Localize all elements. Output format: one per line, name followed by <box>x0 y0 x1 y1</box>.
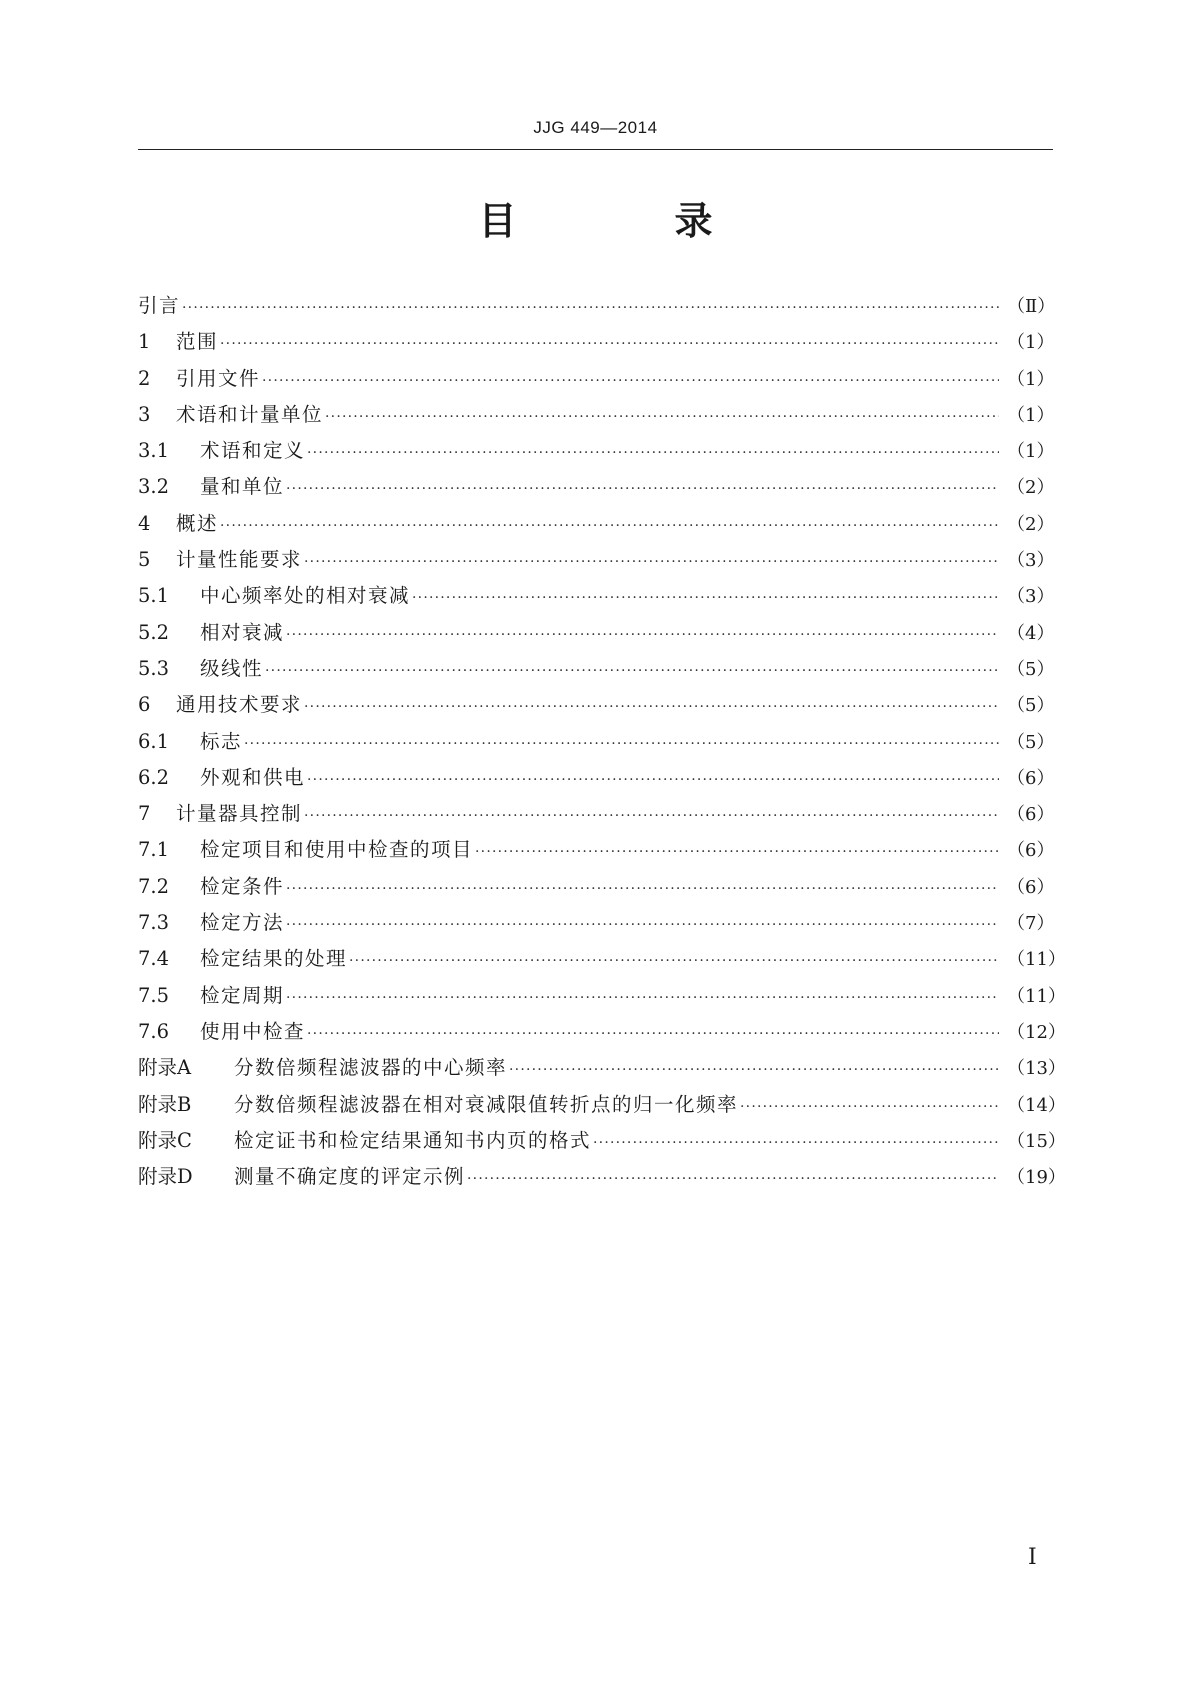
toc-entry-page: （12） <box>1007 1021 1066 1043</box>
toc-leader-dots <box>307 1026 999 1042</box>
toc-entry-label: 检定结果的处理 <box>200 947 348 971</box>
toc-entry-label: 检定周期 <box>200 983 285 1007</box>
toc-leader-dots <box>475 844 999 860</box>
toc-entry[interactable] <box>138 617 1053 653</box>
toc-entry-number: 7.3 <box>138 911 170 935</box>
toc-entry-page: （6） <box>1007 804 1055 826</box>
toc-entry-page: （11） <box>1007 949 1066 971</box>
toc-leader-dots <box>182 300 999 316</box>
toc-entry-number: 6 <box>138 693 151 717</box>
toc-entry-label: 引用文件 <box>176 366 261 390</box>
toc-leader-dots <box>220 336 999 352</box>
toc-entry[interactable] <box>138 1161 1066 1197</box>
toc-entry-number: 附录B <box>138 1092 192 1116</box>
toc-entry-number: 2 <box>138 366 151 390</box>
toc-entry[interactable] <box>138 871 1053 907</box>
toc-entry-number: 7.6 <box>138 1019 170 1043</box>
toc-entry-page: （5） <box>1007 695 1055 717</box>
toc-entry-label: 检定条件 <box>200 874 285 898</box>
toc-entry[interactable] <box>138 1125 1066 1161</box>
toc-leader-dots <box>467 1171 999 1187</box>
toc-entry-label: 范围 <box>176 330 219 354</box>
toc-entry-number: 7 <box>138 802 151 826</box>
page-number: Ⅰ <box>1028 1545 1037 1570</box>
toc-entry-number: 5.2 <box>138 620 170 644</box>
toc-entry-page: （2） <box>1007 513 1055 535</box>
toc-leader-dots <box>304 554 999 570</box>
toc-entry-page: （13） <box>1007 1058 1066 1080</box>
toc-leader-dots <box>412 590 999 606</box>
toc-entry-page: （2） <box>1007 477 1055 499</box>
toc-leader-dots <box>304 699 999 715</box>
toc-entry-number: 4 <box>138 511 151 535</box>
toc-entry[interactable] <box>138 834 1053 870</box>
toc-entry-page: （15） <box>1007 1130 1066 1152</box>
toc-entry[interactable] <box>138 544 1053 580</box>
toc-entry[interactable] <box>138 435 1053 471</box>
toc-entry-page: （3） <box>1007 586 1055 608</box>
toc-entry-number: 3.2 <box>138 475 170 499</box>
toc-entry-label: 分数倍频程滤波器的中心频率 <box>234 1056 508 1080</box>
toc-leader-dots <box>220 518 999 534</box>
toc-entry-number: 7.5 <box>138 983 170 1007</box>
toc-entry[interactable] <box>138 1089 1066 1125</box>
toc-entry-label: 相对衰减 <box>200 620 285 644</box>
toc-leader-dots <box>349 953 999 969</box>
toc-entry[interactable] <box>138 1052 1066 1088</box>
toc-leader-dots <box>307 772 999 788</box>
toc-entry-page: （5） <box>1007 658 1055 680</box>
toc-entry-label: 级线性 <box>200 656 264 680</box>
toc-entry-number: 6.2 <box>138 765 170 789</box>
toc-entry-label: 通用技术要求 <box>176 693 303 717</box>
toc-entry[interactable] <box>138 580 1053 616</box>
toc-leader-dots <box>286 917 999 933</box>
toc-entry-page: （1） <box>1007 441 1055 463</box>
toc-entry-label: 检定项目和使用中检查的项目 <box>200 838 474 862</box>
toc-entry[interactable] <box>138 798 1053 834</box>
toc-leader-dots <box>740 1099 999 1115</box>
toc-entry-number: 5 <box>138 548 151 572</box>
toc-entry[interactable] <box>138 326 1053 362</box>
toc-entry-number: 7.2 <box>138 874 170 898</box>
toc-entry[interactable] <box>138 399 1053 435</box>
toc-entry[interactable] <box>138 1016 1066 1052</box>
toc-entry-label: 测量不确定度的评定示例 <box>234 1165 466 1189</box>
toc-entry-page: （1） <box>1007 332 1055 354</box>
toc-leader-dots <box>286 481 999 497</box>
toc-entry[interactable] <box>138 689 1053 725</box>
toc-entry-page: （6） <box>1007 876 1055 898</box>
toc-entry-label: 检定方法 <box>200 911 285 935</box>
toc-entry[interactable] <box>138 653 1053 689</box>
toc-leader-dots <box>265 663 999 679</box>
toc-entry-label: 术语和定义 <box>200 439 306 463</box>
toc-entry-page: （7） <box>1007 913 1055 935</box>
toc-leader-dots <box>304 808 999 824</box>
toc-entry-page: （3） <box>1007 550 1055 572</box>
toc-entry[interactable] <box>138 290 1056 326</box>
toc-entry-number: 6.1 <box>138 729 170 753</box>
toc-entry-page: （11） <box>1007 985 1066 1007</box>
toc-entry-label: 量和单位 <box>200 475 285 499</box>
standard-code-header: JJG 449—2014 <box>533 118 658 137</box>
toc-entry[interactable] <box>138 471 1053 507</box>
toc-leader-dots <box>286 627 999 643</box>
toc-leader-dots <box>286 990 999 1006</box>
toc-leader-dots <box>509 1062 999 1078</box>
toc-entry-page: （6） <box>1007 840 1055 862</box>
toc-entry-number: 1 <box>138 330 151 354</box>
toc-leader-dots <box>286 881 999 897</box>
toc-entry-label: 术语和计量单位 <box>176 402 324 426</box>
page-title: 目 录 <box>478 199 773 243</box>
toc-entry-page: （4） <box>1007 622 1055 644</box>
toc-leader-dots <box>244 736 999 752</box>
toc-entry[interactable] <box>138 363 1053 399</box>
toc-entry-label: 外观和供电 <box>200 765 306 789</box>
toc-entry[interactable] <box>138 508 1053 544</box>
toc-entry-number: 附录D <box>138 1165 193 1189</box>
toc-leader-dots <box>325 409 999 425</box>
toc-entry-page: （6） <box>1007 767 1055 789</box>
header-rule <box>138 149 1053 150</box>
toc-entry-page: （Ⅱ） <box>1007 296 1056 317</box>
toc-entry-number: 5.1 <box>138 584 170 608</box>
toc-entry-label: 计量性能要求 <box>176 548 303 572</box>
toc-entry-label: 使用中检查 <box>200 1019 306 1043</box>
toc-entry[interactable] <box>138 762 1053 798</box>
toc-entry-label: 检定证书和检定结果通知书内页的格式 <box>234 1128 592 1152</box>
toc-entry-page: （1） <box>1007 404 1055 426</box>
toc-entry-page: （1） <box>1007 368 1055 390</box>
toc-entry-number: 附录A <box>138 1056 192 1080</box>
toc-entry-page: （5） <box>1007 731 1055 753</box>
toc-entry[interactable] <box>138 980 1066 1016</box>
toc-entry-number: 3.1 <box>138 439 170 463</box>
toc-entry-label: 计量器具控制 <box>176 802 303 826</box>
toc-entry-label: 中心频率处的相对衰减 <box>200 584 411 608</box>
toc-entry-number: 附录C <box>138 1128 192 1152</box>
toc-entry[interactable] <box>138 907 1053 943</box>
toc-entry-label: 引言 <box>138 294 181 317</box>
toc-entry-label: 分数倍频程滤波器在相对衰减限值转折点的归一化频率 <box>234 1092 739 1116</box>
toc-entry[interactable] <box>138 943 1066 979</box>
toc-entry-number: 3 <box>138 402 151 426</box>
toc-entry[interactable] <box>138 726 1053 762</box>
toc-leader-dots <box>262 373 999 389</box>
toc-entry-page: （14） <box>1007 1094 1066 1116</box>
toc-leader-dots <box>307 445 999 461</box>
toc-leader-dots <box>593 1135 999 1151</box>
toc-entry-label: 标志 <box>200 729 243 753</box>
toc-entry-number: 7.4 <box>138 947 170 971</box>
toc-entry-number: 7.1 <box>138 838 170 862</box>
toc-entry-page: （19） <box>1007 1167 1066 1189</box>
toc-entry-label: 概述 <box>176 511 219 535</box>
toc-entry-number: 5.3 <box>138 656 170 680</box>
table-of-contents <box>138 290 1066 1197</box>
